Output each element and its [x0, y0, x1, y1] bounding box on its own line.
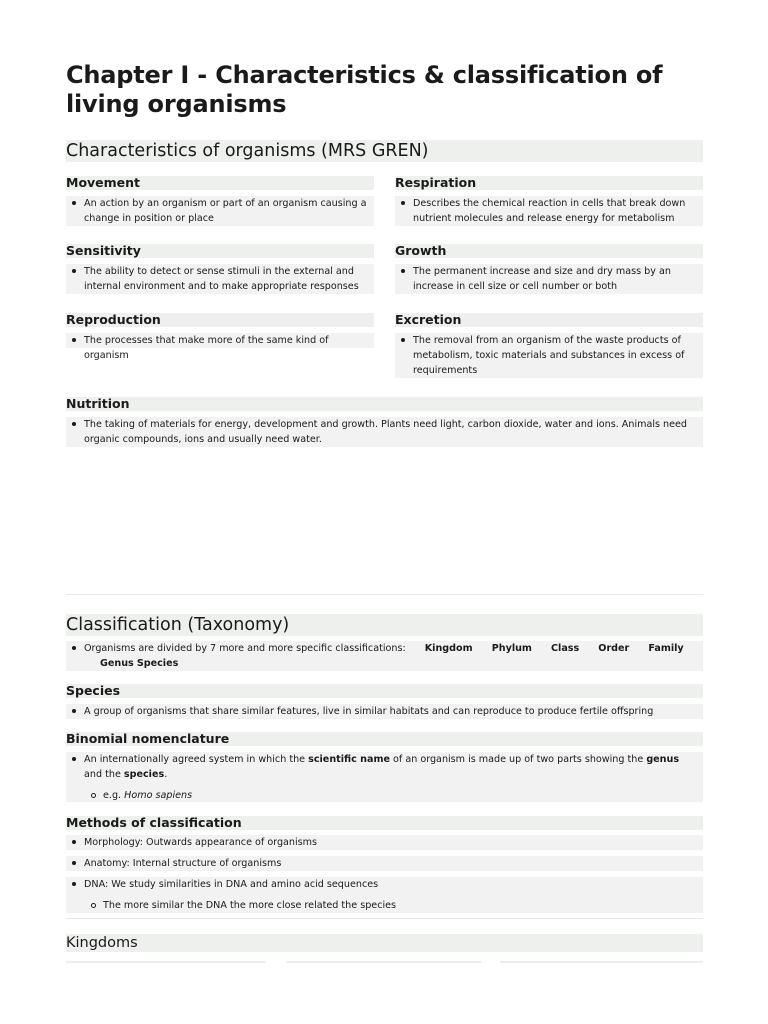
kingdoms-heading: Kingdoms: [66, 934, 703, 952]
excretion-definition: [395, 333, 703, 378]
respiration-heading: Respiration: [395, 176, 703, 190]
method-dna: [66, 877, 703, 913]
growth-heading: Growth: [395, 244, 703, 258]
rank-phylum: Phylum: [491, 643, 532, 654]
reproduction-definition: [66, 333, 374, 361]
method-anatomy: [66, 856, 703, 871]
rank-genus: Genus: [100, 658, 134, 669]
rank-family: Family: [648, 643, 684, 654]
list-item: Anatomy: Internal structure of organisms: [84, 856, 699, 871]
species-definition: [66, 704, 703, 719]
sensitivity-definition: [66, 264, 374, 294]
list-item: The ability to detect or sense stimuli in the external and internal environment and to make appropriate responses: [84, 264, 370, 294]
nutrition-heading: Nutrition: [66, 397, 703, 411]
list-item: Morphology: Outwards appearance of organisms: [84, 835, 699, 850]
movement-definition: [66, 196, 374, 226]
chapter-title: Chapter I - Characteristics & classification of living organisms: [66, 61, 663, 118]
growth-definition: [395, 264, 703, 294]
kingdom-card: [66, 961, 266, 963]
nutrition-definition: [66, 417, 703, 447]
rank-order: Order: [598, 643, 630, 654]
sensitivity-heading: Sensitivity: [66, 244, 374, 258]
method-dna-detail: The more similar the DNA the more close related the species: [103, 898, 699, 913]
list-item: An action by an organism or part of an organism causing a change in position or place: [84, 196, 370, 226]
list-item: The permanent increase and size and dry mass by an increase in cell size or cell number or both: [413, 264, 699, 294]
list-item: Organisms are divided by 7 more and more specific classifications: Kingdom Phylum Class Order Family Genus Species: [84, 641, 699, 671]
classification-intro: [66, 641, 703, 671]
list-item: Describes the chemical reaction in cells that break down nutrient molecules and release energy for metabolism: [413, 196, 699, 226]
list-item: The taking of materials for energy, development and growth. Plants need light, carbon dioxide, water and ions. Animals need organic compounds, ions and usually need water.: [84, 417, 699, 447]
binomial-example: e.g. Homo sapiens: [103, 788, 699, 803]
list-item: A group of organisms that share similar features, live in similar habitats and can reproduce to produce fertile offspring: [84, 704, 699, 719]
page-divider: [66, 594, 703, 595]
list-item: DNA: We study similarities in DNA and amino acid sequences: [84, 877, 699, 892]
list-item: An internationally agreed system in which the scientific name of an organism is made up of two parts showing the genus and the species.: [84, 752, 699, 782]
respiration-definition: [395, 196, 703, 226]
rank-species: Species: [136, 658, 179, 669]
method-morphology: [66, 835, 703, 850]
rank-class: Class: [551, 643, 580, 654]
classification-heading: Classification (Taxonomy): [66, 614, 703, 636]
methods-heading: Methods of classification: [66, 816, 703, 830]
binomial-definition: [66, 752, 703, 802]
species-heading: Species: [66, 684, 703, 698]
binomial-heading: Binomial nomenclature: [66, 732, 703, 746]
list-item: The processes that make more of the same kind of organism: [84, 333, 370, 363]
rank-kingdom: Kingdom: [424, 643, 473, 654]
page-divider: [66, 918, 703, 919]
movement-heading: Movement: [66, 176, 374, 190]
characteristics-heading: Characteristics of organisms (MRS GREN): [66, 140, 703, 162]
list-item: The removal from an organism of the waste products of metabolism, toxic materials and substances in excess of requirements: [413, 333, 699, 378]
excretion-heading: Excretion: [395, 313, 703, 327]
reproduction-heading: Reproduction: [66, 313, 374, 327]
kingdom-card: [286, 961, 481, 963]
kingdom-card: [500, 961, 703, 963]
